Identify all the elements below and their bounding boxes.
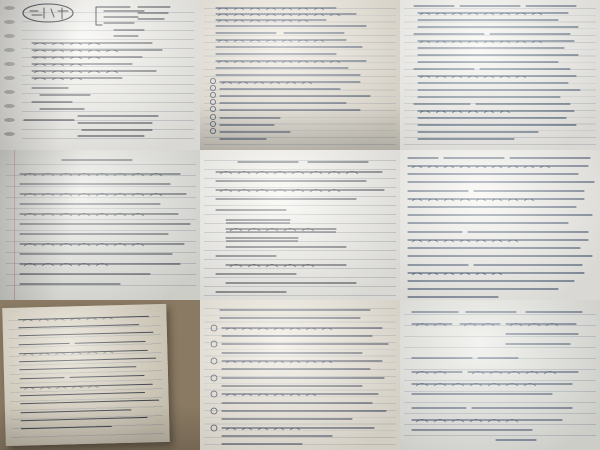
notebook-paper <box>200 300 400 450</box>
margin-rule <box>14 150 15 300</box>
notebook-paper <box>0 0 200 150</box>
notebook-paper <box>200 0 400 150</box>
notebook-paper <box>400 150 600 300</box>
photo-tile-5 <box>200 150 400 300</box>
photo-tile-4 <box>0 150 200 300</box>
notebook-paper <box>400 300 600 450</box>
notebook-paper <box>2 304 170 446</box>
photo-tile-9 <box>400 300 600 450</box>
photo-tile-3 <box>400 0 600 150</box>
photo-tile-1 <box>0 0 200 150</box>
notebook-paper <box>0 150 200 300</box>
spiral-binding <box>2 0 18 150</box>
notebook-paper <box>200 150 400 300</box>
notebook-page <box>2 304 170 446</box>
photo-tile-7 <box>0 300 200 450</box>
photo-tile-6 <box>400 150 600 300</box>
photo-tile-8 <box>200 300 400 450</box>
photo-tile-2 <box>200 0 400 150</box>
notebook-paper <box>400 0 600 150</box>
